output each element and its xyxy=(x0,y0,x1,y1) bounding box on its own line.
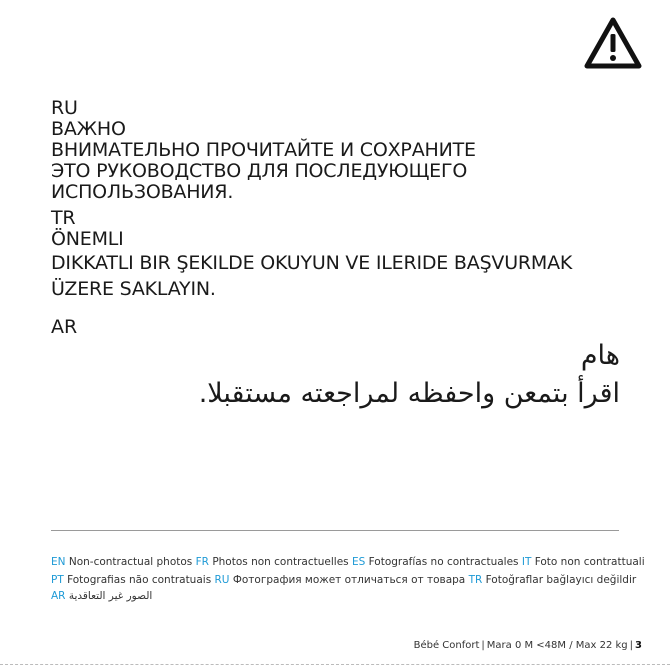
footnote-code-es: ES xyxy=(351,556,366,568)
footnote-line-3 xyxy=(51,590,631,603)
footer-separator: | xyxy=(481,640,485,651)
ru-section xyxy=(51,98,631,203)
ru-heading: ВАЖНО xyxy=(51,118,126,140)
footer-brand: Bébé Confort xyxy=(413,640,480,651)
bottom-border xyxy=(0,664,670,665)
footnote-line-1 xyxy=(51,556,645,569)
footnote-line-2 xyxy=(51,574,637,587)
footnote-code-tr: TR xyxy=(468,574,483,586)
divider xyxy=(51,530,619,531)
footer-product: Mara 0 M <48M / Max 22 kg xyxy=(486,640,628,651)
footnote-text-pt: Fotografias não contratuais xyxy=(67,574,212,586)
footnote-code-ru: RU xyxy=(214,574,230,586)
tr-line-1: DIKKATLI BIR ŞEKILDE OKUYUN VE ILERIDE BAŞVURMAK xyxy=(51,252,573,274)
footnote-text-it: Foto non contrattuali xyxy=(534,556,645,568)
ar-body: اقرأ بتمعن واحفظه لمراجعته مستقبلا. xyxy=(198,378,620,409)
footer-separator: | xyxy=(629,640,634,651)
footnote-code-en: EN xyxy=(51,556,66,568)
footnote-code-it: IT xyxy=(521,556,532,568)
warning-triangle-icon xyxy=(584,16,642,70)
footnote-text-fr: Photos non contractuelles xyxy=(212,556,349,568)
ru-line-3: ИСПОЛЬЗОВАНИЯ. xyxy=(51,181,234,203)
tr-language-code: TR xyxy=(51,207,76,229)
footnote-code-pt: PT xyxy=(51,574,64,586)
ar-section xyxy=(60,338,620,414)
tr-heading: ÖNEMLI xyxy=(51,228,124,250)
footnote-text-tr: Fotoğraflar bağlayıcı değildir xyxy=(485,574,637,586)
ru-language-code: RU xyxy=(51,97,78,119)
ar-heading: هام xyxy=(580,340,620,371)
footnote-text-ru: Фотография может отличаться от товара xyxy=(232,574,466,586)
footnote-text-en: Non-contractual photos xyxy=(68,556,193,568)
ar-language-code: AR xyxy=(51,316,78,338)
page-footer xyxy=(414,640,642,651)
tr-line-2: ÜZERE SAKLAYIN. xyxy=(51,278,216,300)
tr-section xyxy=(51,208,631,302)
footnote-code-ar: AR xyxy=(51,590,66,602)
footnote-text-ar: الصور غير التعاقدية xyxy=(68,590,153,602)
footnote-code-fr: FR xyxy=(195,556,209,568)
page-number: 3 xyxy=(635,640,642,651)
footnote-text-es: Fotografías no contractuales xyxy=(368,556,519,568)
ru-line-1: ВНИМАТЕЛЬНО ПРОЧИТАЙТЕ И СОХРАНИТЕ xyxy=(51,139,476,161)
ru-line-2: ЭТО РУКОВОДСТВО ДЛЯ ПОСЛЕДУЮЩЕГО xyxy=(51,160,468,182)
